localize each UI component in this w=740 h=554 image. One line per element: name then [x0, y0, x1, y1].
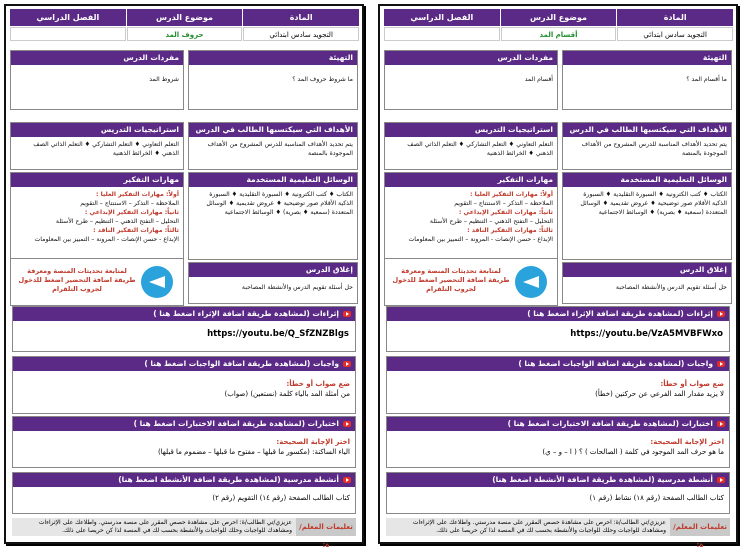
activities-box: [12, 472, 356, 514]
enrichment-url[interactable]: https://youtu.be/Q_SfZNZBlgs: [207, 329, 349, 339]
homework-box: [386, 356, 730, 414]
vocab-box: [384, 50, 558, 110]
enrichment-title[interactable]: إثراءات (لمشاهدة طريقة اضافة الإثراء اضغط هنا ): [527, 309, 713, 318]
strategies-text: التعلم التعاوني ♦ التعلم التشاركي ♦ التعلم الذاتي الصف الذهني ♦ الخرائط الذهنية: [33, 141, 179, 157]
closing-text: حل أسئلة تقويم الدرس والأنشطة المصاحبة: [615, 284, 727, 291]
closing-box: [188, 262, 358, 304]
vocab-text: شروط المد: [149, 76, 179, 83]
activities-title[interactable]: أنشطة مدرسية (لمشاهدة طريقة اضافة الأنشطة اضغط هنا): [492, 475, 713, 484]
enrichment-box: [12, 306, 356, 352]
telegram-banner[interactable]: [384, 258, 558, 306]
teacher-instructions: [386, 518, 730, 549]
vocab-title: مفردات الدرس: [11, 51, 183, 65]
homework-question: ضع صواب أو خطأ:: [660, 380, 724, 388]
goals-box: [188, 122, 358, 170]
vocab-text: أقسام المد: [524, 76, 553, 83]
tests-question: اختر الإجابة الصحيحة:: [650, 438, 724, 446]
media-text: الكتاب ♦ كتب الكترونية ♦ السبورة التقليدية ♦ السبورة الذكية الأقلام صور توضيحية ♦ عروض تقديمية ♦ الوسائل المتعددة (سمعية ♦ بصرية) ♦ الوسائط الاجتماعية: [580, 191, 727, 216]
strategies-box: [384, 122, 558, 170]
intro-title: التهيئة: [563, 51, 731, 65]
tests-text: ما هو حرف المد الموجود في كلمة ( الصالحات ) ؟ ( ا – و – ي): [542, 448, 724, 456]
youtube-icon[interactable]: [717, 477, 725, 483]
telegram-banner[interactable]: [10, 258, 184, 306]
intro-text: ما شروط حروف المد ؟: [292, 76, 353, 83]
activities-text: كتاب الطالب الصفحة (رقم ١٤) التقويم (رقم ٢): [212, 494, 350, 502]
skills-line2b: التحليل – التفتح الذهني – التنظيم – طرح الأسئلة: [55, 218, 179, 225]
youtube-icon[interactable]: [343, 421, 351, 427]
vocab-title: مفردات الدرس: [385, 51, 557, 65]
header-row: [9, 9, 359, 26]
goals-text: يتم تحديد الأهداف المناسبة للدرس المشروح من الأهداف الموجودة بالمنصة: [207, 141, 353, 157]
intro-box: [562, 50, 732, 110]
strategies-title: استراتيجيات التدريس: [385, 123, 557, 137]
tests-box: [386, 416, 730, 468]
homework-text: من أمثلة المد بالياء كلمة (نستعين) (صواب): [224, 390, 350, 398]
subject-value: التجويد سادس ابتدائي: [243, 27, 359, 41]
intro-title: التهيئة: [189, 51, 357, 65]
tests-question: اختر الإجابة الصحيحة:: [276, 438, 350, 446]
media-box: [188, 172, 358, 260]
telegram-text[interactable]: لمتابعة تحديثات المنصة ومعرفة طريقة اضافة التحضير اضغط للدخول لجروب التلقرام: [18, 267, 136, 293]
tests-box: [12, 416, 356, 468]
skills-line1: أولاً: مهارات التفكير العليا :: [96, 191, 179, 198]
semester-value: [10, 27, 126, 41]
header-row: [383, 9, 733, 26]
media-title: الوسائل التعليمية المستخدمة: [189, 173, 357, 187]
col-topic: موضوع الدرس: [500, 9, 617, 26]
enrichment-title[interactable]: إثراءات (لمشاهدة طريقة اضافة الإثراء اضغط هنا ): [153, 309, 339, 318]
enrichment-box: [386, 306, 730, 352]
telegram-text[interactable]: لمتابعة تحديثات المنصة ومعرفة طريقة اضافة التحضير اضغط للدخول لجروب التلقرام: [392, 267, 510, 293]
goals-box: [562, 122, 732, 170]
skills-line2: ثانياً: مهارات التفكير الإبداعي :: [458, 209, 553, 216]
homework-title[interactable]: واجبات (لمشاهدة طريقة اضافة الواجبات اضغط هنا ): [144, 359, 339, 368]
youtube-icon[interactable]: [717, 311, 725, 317]
col-subject: المادة: [242, 9, 359, 26]
semester-value: [384, 27, 500, 41]
homework-question: ضع صواب أو خطأ:: [286, 380, 350, 388]
instructions-label: تعليمات المعلم/ة:: [670, 518, 730, 536]
skills-line3: ثالثاً: مهارات التفكير الناقد :: [467, 227, 553, 234]
intro-text: ما أقسام المد ؟: [686, 76, 727, 83]
tests-title[interactable]: اختبارات (لمشاهدة طريقة اضافة الاختبارات اضغط هنا ): [507, 419, 713, 428]
skills-box: [10, 172, 184, 260]
telegram-icon[interactable]: [515, 266, 547, 298]
homework-text: لا يزيد مقدار المد الفرعي عن حركتين (خطأ): [595, 390, 724, 398]
youtube-icon[interactable]: [717, 421, 725, 427]
skills-title: مهارات التفكير: [385, 173, 557, 187]
telegram-icon[interactable]: [141, 266, 173, 298]
skills-line2: ثانياً: مهارات التفكير الإبداعي :: [84, 209, 179, 216]
activities-title[interactable]: أنشطة مدرسية (لمشاهدة طريقة اضافة الأنشطة اضغط هنا): [118, 475, 339, 484]
skills-line3: ثالثاً: مهارات التفكير الناقد :: [93, 227, 179, 234]
skills-box: [384, 172, 558, 260]
header-values: [9, 27, 359, 41]
skills-line1: أولاً: مهارات التفكير العليا :: [470, 191, 553, 198]
instructions-text: عزيزي/تي الطالب/ة: احرص على مشاهدة حصص المقرر على منصة مدرستي. واطلاعك على الإثراءات ومشاهدك للواجبات وحلك للواجبات والأنشطة بحسب لك في المنصة لذا كن حريصا على ذلك.: [386, 518, 670, 536]
skills-line2b: التحليل – التفتح الذهني – التنظيم – طرح الأسئلة: [429, 218, 553, 225]
skills-line1b: الملاحظة – التذكر – الاستنتاج – التقويم: [454, 200, 553, 207]
activities-box: [386, 472, 730, 514]
lesson-page-right: [378, 4, 738, 549]
tests-title[interactable]: اختبارات (لمشاهدة طريقة اضافة الاختبارات اضغط هنا ): [133, 419, 339, 428]
skills-title: مهارات التفكير: [11, 173, 183, 187]
instructions-label: تعليمات المعلم/ة:: [296, 518, 356, 536]
skills-line3b: الإبداع - حسن الإنصات - المرونة – التمييز بين المعلومات: [408, 236, 553, 243]
closing-box: [562, 262, 732, 304]
enrichment-url[interactable]: https://youtu.be/VzA5MVBFWxo: [570, 329, 723, 339]
goals-title: الأهداف التي سيكتسبها الطالب في الدرس: [563, 123, 731, 137]
youtube-icon[interactable]: [343, 361, 351, 367]
media-text: الكتاب ♦ كتب الكترونية ♦ السبورة التقليدية ♦ السبورة الذكية الأقلام صور توضيحية ♦ عروض تقديمية ♦ الوسائل المتعددة (سمعية ♦ بصرية) ♦ الوسائط الاجتماعية: [206, 191, 353, 216]
strategies-title: استراتيجيات التدريس: [11, 123, 183, 137]
tests-text: الياء الساكنة: (مكسور ما قبلها – مفتوح ما قبلها – مضموم ما قبلها): [157, 448, 350, 456]
teacher-instructions: [12, 518, 356, 549]
instructions-text: عزيزي/تي الطالب/ة: احرص على مشاهدة حصص المقرر على منصة مدرستي. واطلاعك على الإثراءات ومشاهدك للواجبات وحلك للواجبات والأنشطة بحسب لك في المنصة لذا كن حريصا على ذلك.: [12, 518, 296, 536]
lesson-page-left: [4, 4, 364, 549]
homework-title[interactable]: واجبات (لمشاهدة طريقة اضافة الواجبات اضغط هنا ): [518, 359, 713, 368]
col-semester: الفصل الدراسي: [9, 9, 126, 26]
strategies-box: [10, 122, 184, 170]
vocab-box: [10, 50, 184, 110]
youtube-icon[interactable]: [343, 311, 351, 317]
media-box: [562, 172, 732, 260]
youtube-icon[interactable]: [717, 361, 725, 367]
col-topic: موضوع الدرس: [126, 9, 243, 26]
skills-line1b: الملاحظة – التذكر – الاستنتاج – التقويم: [80, 200, 179, 207]
skills-line3b: الإبداع - حسن الإنصات - المرونة – التمييز بين المعلومات: [34, 236, 179, 243]
closing-title: إغلاق الدرس: [189, 263, 357, 277]
header-values: [383, 27, 733, 41]
closing-title: إغلاق الدرس: [563, 263, 731, 277]
goals-text: يتم تحديد الأهداف المناسبة للدرس المشروح من الأهداف الموجودة بالمنصة: [581, 141, 727, 157]
closing-text: حل أسئلة تقويم الدرس والأنشطة المصاحبة: [241, 284, 353, 291]
strategies-text: التعلم التعاوني ♦ التعلم التشاركي ♦ التعلم الذاتي الصف الذهني ♦ الخرائط الذهنية: [407, 141, 553, 157]
col-semester: الفصل الدراسي: [383, 9, 500, 26]
media-title: الوسائل التعليمية المستخدمة: [563, 173, 731, 187]
youtube-icon[interactable]: [343, 477, 351, 483]
intro-box: [188, 50, 358, 110]
topic-value: حروف المد: [127, 27, 243, 41]
homework-box: [12, 356, 356, 414]
activities-text: كتاب الطالب الصفحة (رقم ١٨) نشاط (رقم ١): [589, 494, 724, 502]
subject-value: التجويد سادس ابتدائي: [617, 27, 733, 41]
col-subject: المادة: [616, 9, 733, 26]
goals-title: الأهداف التي سيكتسبها الطالب في الدرس: [189, 123, 357, 137]
topic-value: أقسام المد: [501, 27, 617, 41]
